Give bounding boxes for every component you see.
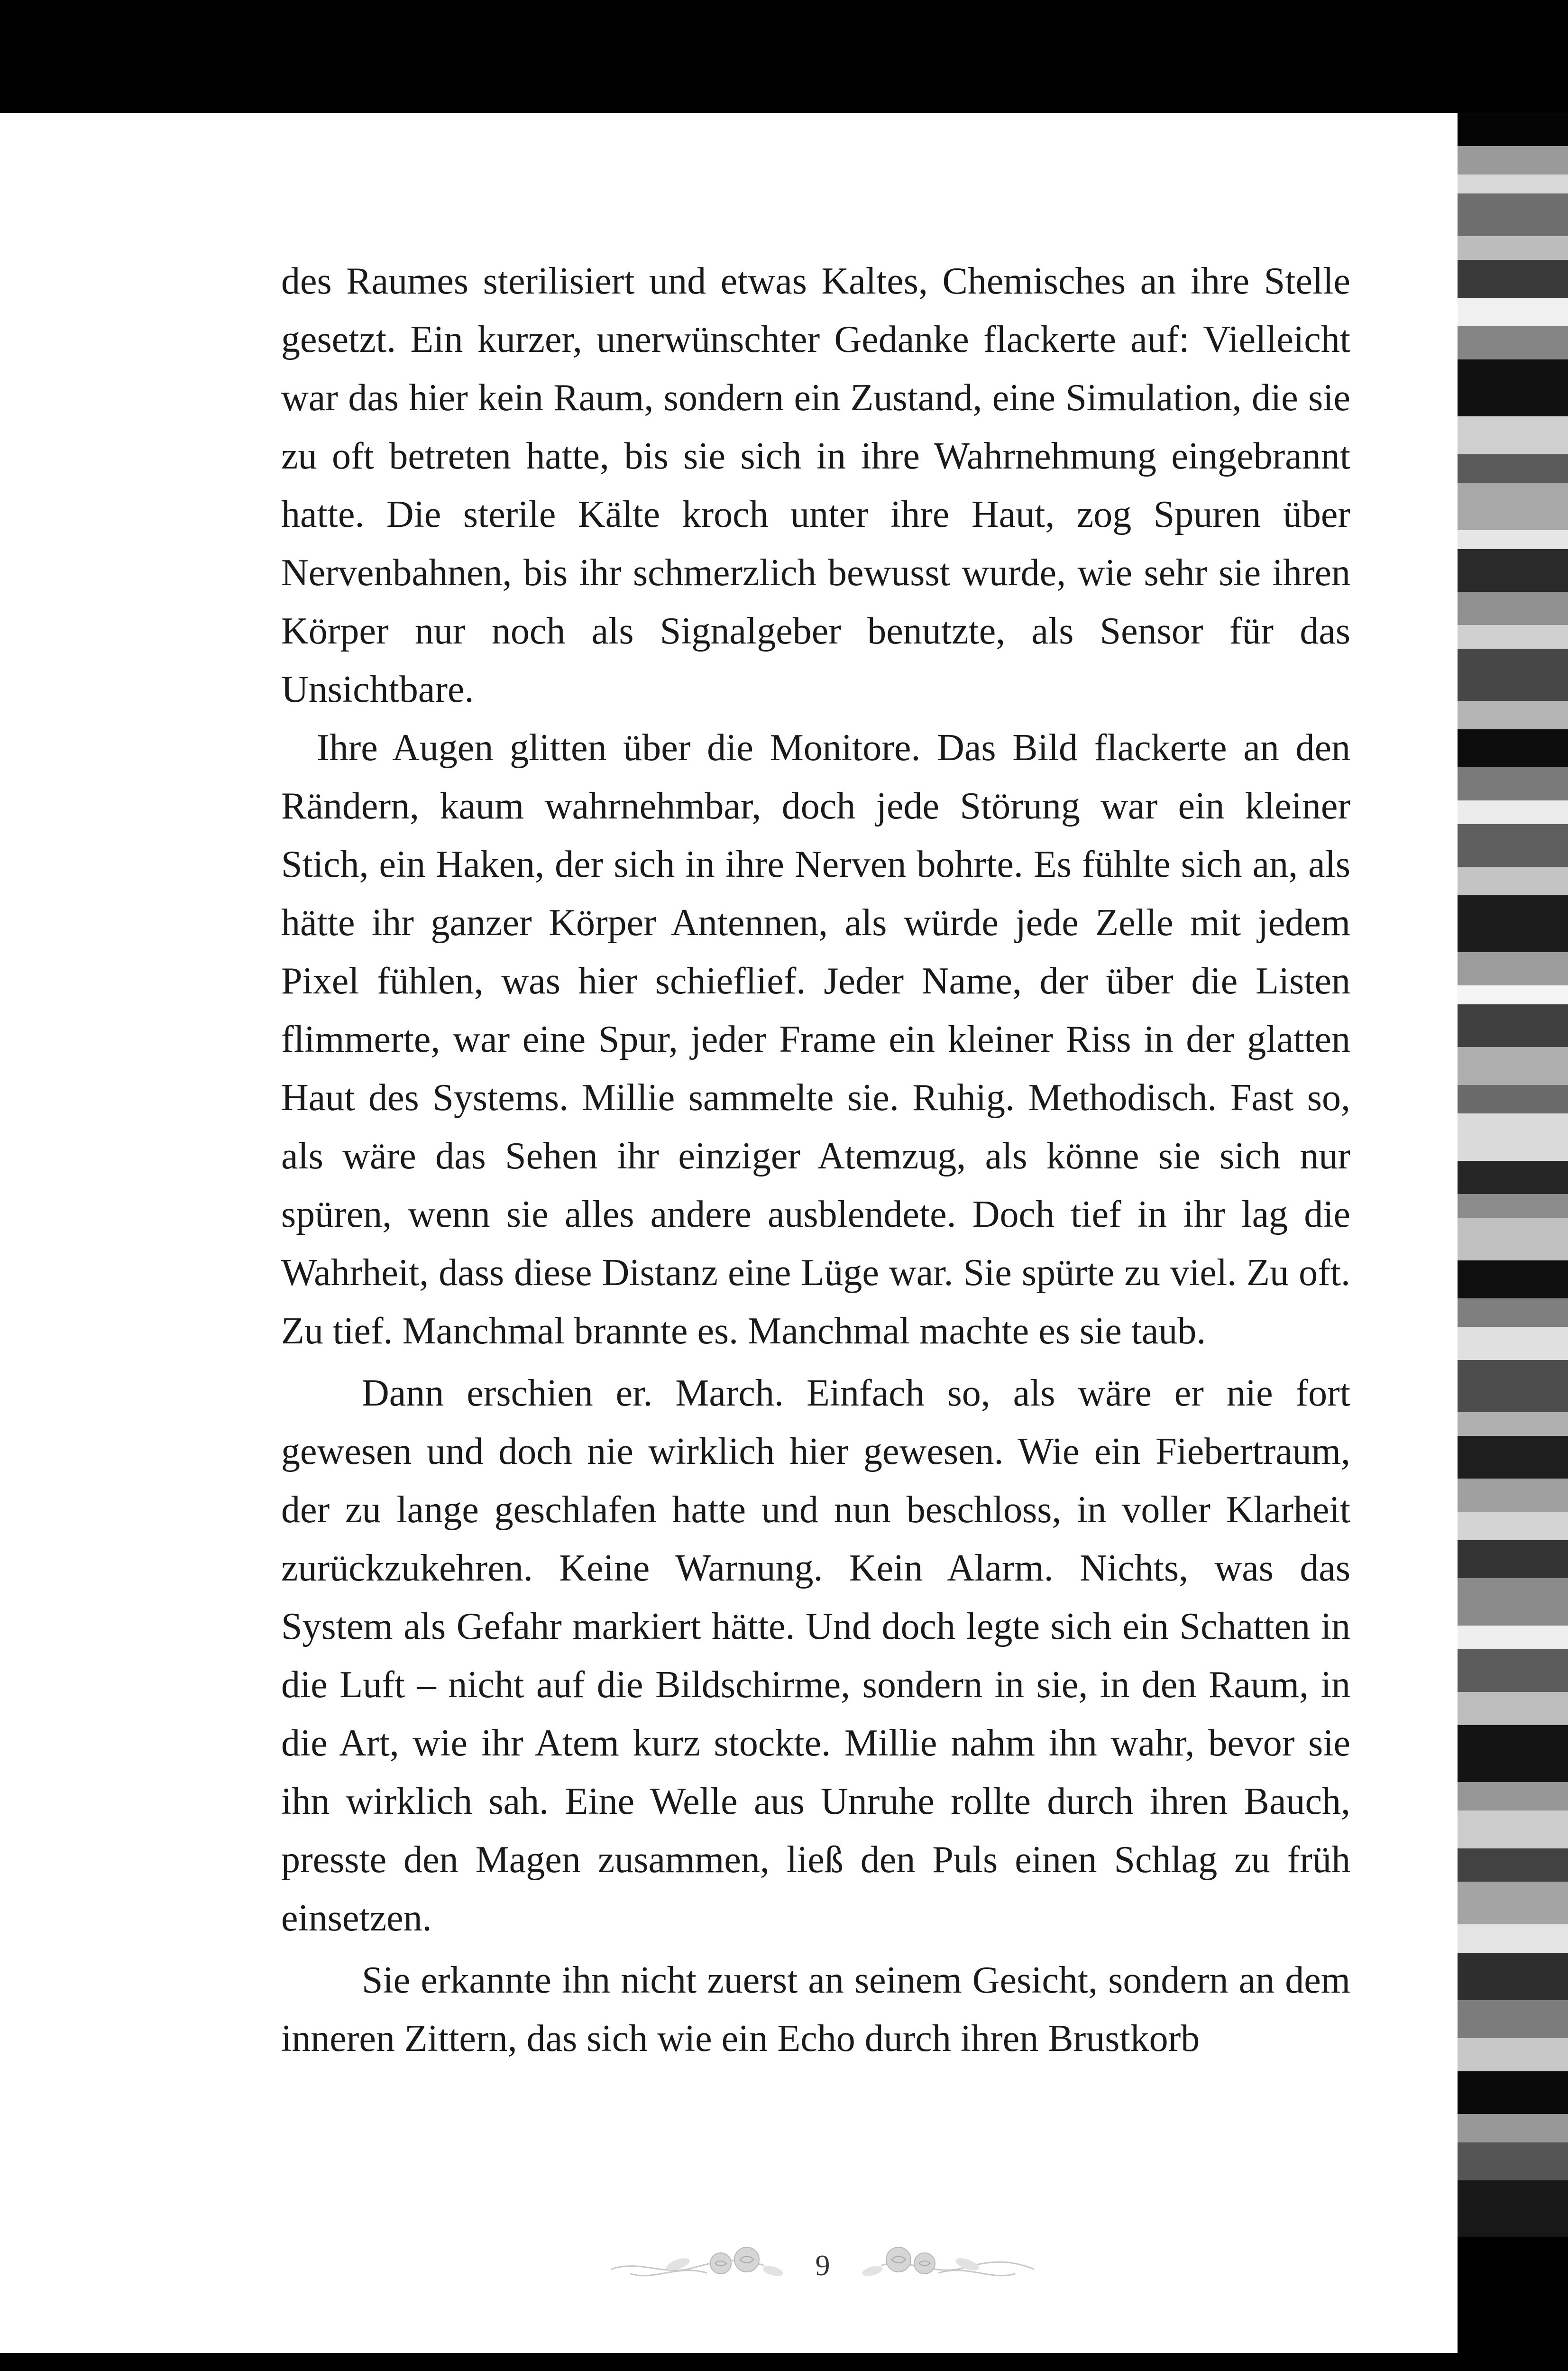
- page-footer: [602, 2231, 1043, 2297]
- scan-top-border: [0, 0, 1568, 113]
- body-text: [281, 252, 1350, 2068]
- paragraph: Ihre Augen glitten über die Monitore. Das Bild flackerte an den Rändern, kaum wahrnehmbar, doch jede Störung war ein kleiner Stich, ein Haken, der sich in ihre Nerven bohrte. Es fühlte sich an, als hätte ihr ganzer Körper Antennen, als würde jede Zelle mit jedem Pixel fühlen, was hier schieflief. Jeder Name, der über die Listen flimmerte, war eine Spur, jeder Frame ein kleiner Riss in der glatten Haut des Systems. Millie sammelte sie. Ruhig. Methodisch. Fast so, als wäre das Sehen ihr einziger Atemzug, als könne sie sich nur spüren, wenn sie alles andere ausblendete. Doch tief in ihr lag die Wahrheit, dass diese Distanz eine Lüge war. Sie spürte zu viel. Zu oft. Zu tief. Manchmal brannte es. Manchmal machte es sie taub.: [281, 727, 1350, 1352]
- paragraph: Sie erkannte ihn nicht zuerst an seinem Gesicht, sondern an dem inneren Zittern, das sich wie ein Echo durch ihren Brustkorb: [281, 1959, 1350, 2059]
- scan-bottom-border: [0, 2353, 1568, 2371]
- scan-edge-strip: [1458, 113, 1568, 2353]
- page-number: 9: [815, 2250, 830, 2282]
- paragraph: Dann erschien er. March. Einfach so, als wäre er nie fort gewesen und doch nie wirklich hier gewesen. Wie ein Fiebertraum, der zu lange geschlafen hatte und nun beschloss, in voller Klarheit zurückzukehren. Keine Warnung. Kein Alarm. Nichts, was das System als Gefahr markiert hätte. Und doch legte sich ein Schatten in die Luft – nicht auf die Bildschirme, sondern in sie, in den Raum, in die Art, wie ihr Atem kurz stockte. Millie nahm ihn wahr, bevor sie ihn wirklich sah. Eine Welle aus Unruhe rollte durch ihren Bauch, presste den Magen zusammen, ließ den Puls einen Schlag zu früh einsetzen.: [281, 1372, 1350, 1939]
- paragraph: des Raumes sterilisiert und etwas Kaltes, Chemisches an ihre Stelle gesetzt. Ein kurzer, unerwünschter Gedanke flackerte auf: Vielleicht war das hier kein Raum, sondern ein Zustand, eine Simulation, die sie zu oft betreten hatte, bis sie sich in ihre Wahrnehmung eingebrannt hatte. Die sterile Kälte kroch unter ihre Haut, zog Spuren über Nervenbahnen, bis ihr schmerzlich bewusst wurde, wie sehr sie ihren Körper nur noch als Signalgeber benutzte, als Sensor für das Unsichtbare.: [281, 260, 1350, 710]
